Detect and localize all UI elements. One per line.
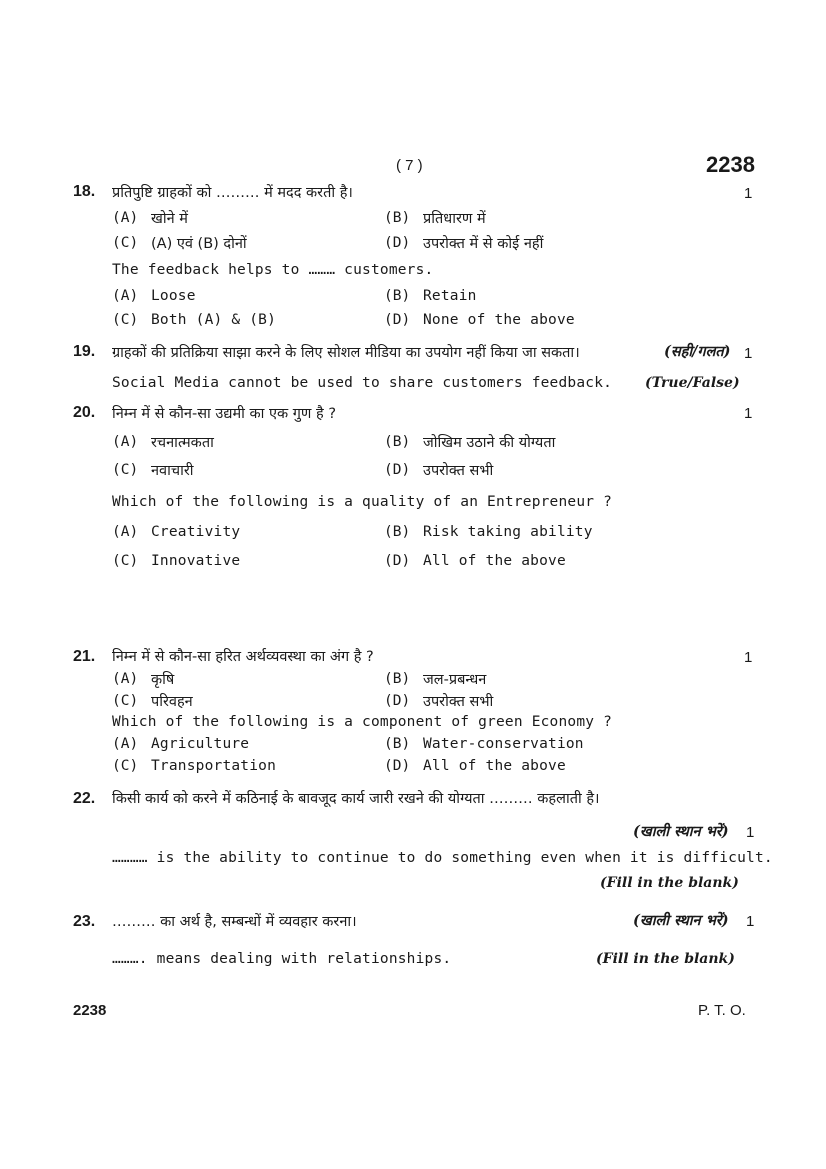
option-text-hindi: रचनात्मकता bbox=[151, 435, 214, 451]
option-label: (C) bbox=[112, 758, 139, 774]
option-label: (C) bbox=[112, 235, 139, 251]
option-label: (D) bbox=[384, 312, 411, 328]
option-text-hindi: उपरोक्त सभी bbox=[423, 463, 494, 479]
question-text-hindi: निम्न में से कौन-सा उद्यमी का एक गुण है ? bbox=[112, 406, 337, 422]
option-text-english: Retain bbox=[423, 288, 477, 304]
page-number: ( 7 ) bbox=[396, 157, 423, 174]
question-text-english: The feedback helps to ……… customers. bbox=[112, 262, 434, 278]
option-text-hindi: परिवहन bbox=[151, 694, 193, 710]
question-number: 20. bbox=[73, 404, 96, 421]
question-mark: 1 bbox=[744, 185, 753, 202]
question-text-english: Which of the following is a quality of an Entrepreneur ? bbox=[112, 494, 613, 510]
option-text-english: Innovative bbox=[151, 553, 241, 569]
option-label: (A) bbox=[112, 434, 139, 450]
option-label: (C) bbox=[112, 312, 139, 328]
option-text-hindi: प्रतिधारण में bbox=[423, 211, 486, 227]
pto-label: P. T. O. bbox=[698, 1002, 746, 1019]
option-label: (D) bbox=[384, 693, 411, 709]
option-text-english: Transportation bbox=[151, 758, 277, 774]
option-text-english: Creativity bbox=[151, 524, 241, 540]
option-label: (D) bbox=[384, 758, 411, 774]
paper-code-header: 2238 bbox=[706, 152, 755, 177]
question-mark: 1 bbox=[744, 649, 753, 666]
question-mark: 1 bbox=[744, 345, 753, 362]
answer-type-tag-hindi: (खाली स्थान भरें) bbox=[633, 823, 729, 840]
question-number: 19. bbox=[73, 343, 96, 360]
option-text-hindi: जल-प्रबन्धन bbox=[423, 672, 487, 688]
option-text-english: Risk taking ability bbox=[423, 524, 593, 540]
option-label: (A) bbox=[112, 524, 139, 540]
option-label: (C) bbox=[112, 693, 139, 709]
question-mark: 1 bbox=[744, 405, 753, 422]
option-label: (B) bbox=[384, 210, 411, 226]
option-text-hindi: जोखिम उठाने की योग्यता bbox=[423, 435, 556, 451]
answer-type-tag-hindi: (खाली स्थान भरें) bbox=[633, 912, 729, 929]
question-mark: 1 bbox=[746, 824, 755, 841]
question-text-english: ………… is the ability to continue to do something even when it is difficult. bbox=[112, 850, 773, 866]
option-label: (A) bbox=[112, 288, 139, 304]
question-text-hindi: ग्राहकों की प्रतिक्रिया साझा करने के लिए सोशल मीडिया का उपयोग नहीं किया जा सकता। bbox=[112, 345, 580, 361]
option-text-english: Agriculture bbox=[151, 736, 250, 752]
question-text-english: Social Media cannot be used to share customers feedback. bbox=[112, 375, 613, 391]
option-text-hindi: नवाचारी bbox=[151, 463, 194, 479]
option-text-english: All of the above bbox=[423, 758, 566, 774]
question-text-hindi: किसी कार्य को करने में कठिनाई के बावजूद कार्य जारी रखने की योग्यता ……… कहलाती है। bbox=[112, 791, 600, 807]
question-text-english: ………. means dealing with relationships. bbox=[112, 951, 452, 967]
option-label: (D) bbox=[384, 235, 411, 251]
answer-type-tag-english: (True/False) bbox=[645, 375, 740, 391]
option-label: (C) bbox=[112, 553, 139, 569]
question-mark: 1 bbox=[746, 913, 755, 930]
question-text-hindi: प्रतिपुष्टि ग्राहकों को ……… में मदद करती है। bbox=[112, 185, 353, 201]
answer-type-tag-english: (Fill in the blank) bbox=[596, 951, 735, 967]
question-text-hindi: ……… का अर्थ है, सम्बन्धों में व्यवहार करना। bbox=[112, 914, 357, 930]
option-label: (B) bbox=[384, 524, 411, 540]
option-label: (D) bbox=[384, 553, 411, 569]
option-label: (C) bbox=[112, 462, 139, 478]
option-label: (A) bbox=[112, 671, 139, 687]
option-text-hindi: खोने में bbox=[151, 211, 188, 227]
question-number: 18. bbox=[73, 183, 96, 200]
option-label: (B) bbox=[384, 434, 411, 450]
option-label: (B) bbox=[384, 736, 411, 752]
option-text-hindi: कृषि bbox=[151, 672, 175, 688]
option-text-english: Both (A) & (B) bbox=[151, 312, 277, 328]
paper-code-footer: 2238 bbox=[73, 1002, 107, 1019]
question-number: 23. bbox=[73, 913, 96, 930]
answer-type-tag-hindi: (सही/गलत) bbox=[664, 343, 731, 360]
answer-type-tag-english: (Fill in the blank) bbox=[600, 875, 739, 891]
option-label: (B) bbox=[384, 671, 411, 687]
option-label: (D) bbox=[384, 462, 411, 478]
option-text-hindi: उपरोक्त में से कोई नहीं bbox=[423, 236, 544, 252]
option-text-hindi: उपरोक्त सभी bbox=[423, 694, 494, 710]
option-text-hindi: (A) एवं (B) दोनों bbox=[151, 236, 247, 252]
option-text-english: None of the above bbox=[423, 312, 575, 328]
option-label: (B) bbox=[384, 288, 411, 304]
option-text-english: All of the above bbox=[423, 553, 566, 569]
option-text-english: Water-conservation bbox=[423, 736, 584, 752]
option-label: (A) bbox=[112, 210, 139, 226]
question-text-hindi: निम्न में से कौन-सा हरित अर्थव्यवस्था का अंग है ? bbox=[112, 649, 374, 665]
question-number: 21. bbox=[73, 648, 96, 665]
question-text-english: Which of the following is a component of green Economy ? bbox=[112, 714, 613, 730]
question-number: 22. bbox=[73, 790, 96, 807]
option-text-english: Loose bbox=[151, 288, 196, 304]
option-label: (A) bbox=[112, 736, 139, 752]
